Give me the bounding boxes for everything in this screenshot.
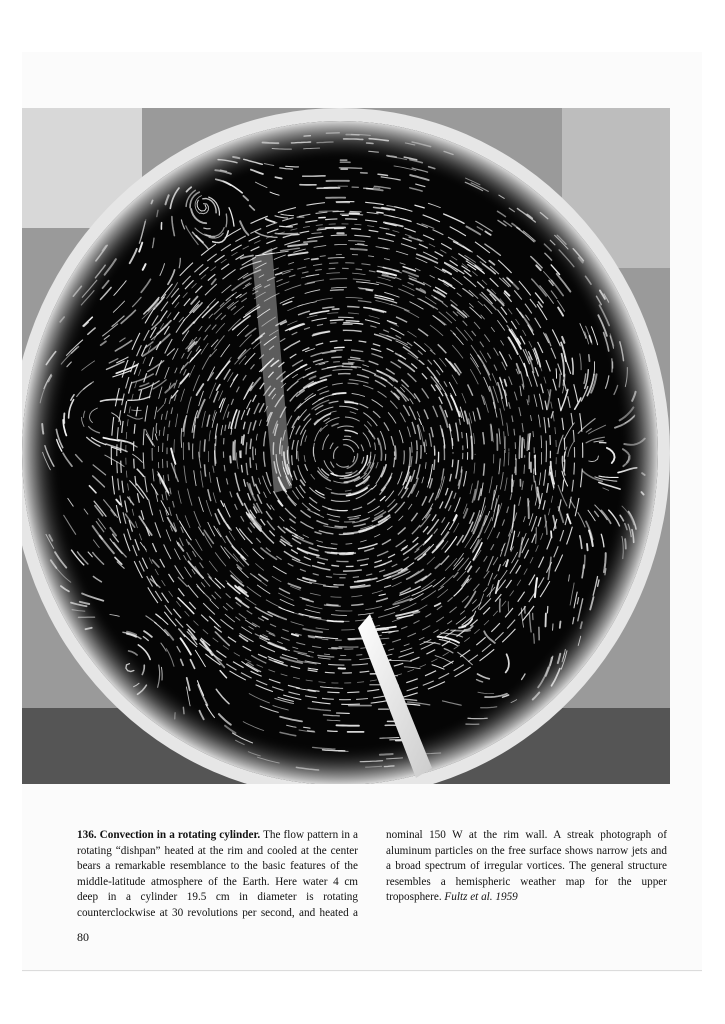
page-number: 80	[77, 930, 89, 944]
streak-photograph	[22, 108, 670, 784]
figure-photograph	[22, 108, 670, 784]
caption-credit: Fultz et al. 1959	[444, 891, 518, 903]
caption-body: The flow pattern in a rotating “dishpan” heated at the rim and cooled at the center bears a remarkable resemblance to the basic features of the middle-latitude atmosphere of the Earth. Here water 4 cm deep in a cylinder 19.5 cm in diameter is rotating counterclockwise at 30 revolutions per second, and heated a nominal 150 W at the rim wall. A streak photograph of aluminum particles on the free surface shows narrow jets and a broad spectrum of irregular vortices. The general structure resembles a hemispheric weather map for the upper troposphere.	[77, 829, 667, 919]
caption-title: Convection in a rotating cylinder.	[99, 829, 261, 841]
bottom-rule	[22, 970, 702, 971]
figure-caption	[77, 828, 667, 921]
caption-figure-number: 136.	[77, 829, 97, 841]
